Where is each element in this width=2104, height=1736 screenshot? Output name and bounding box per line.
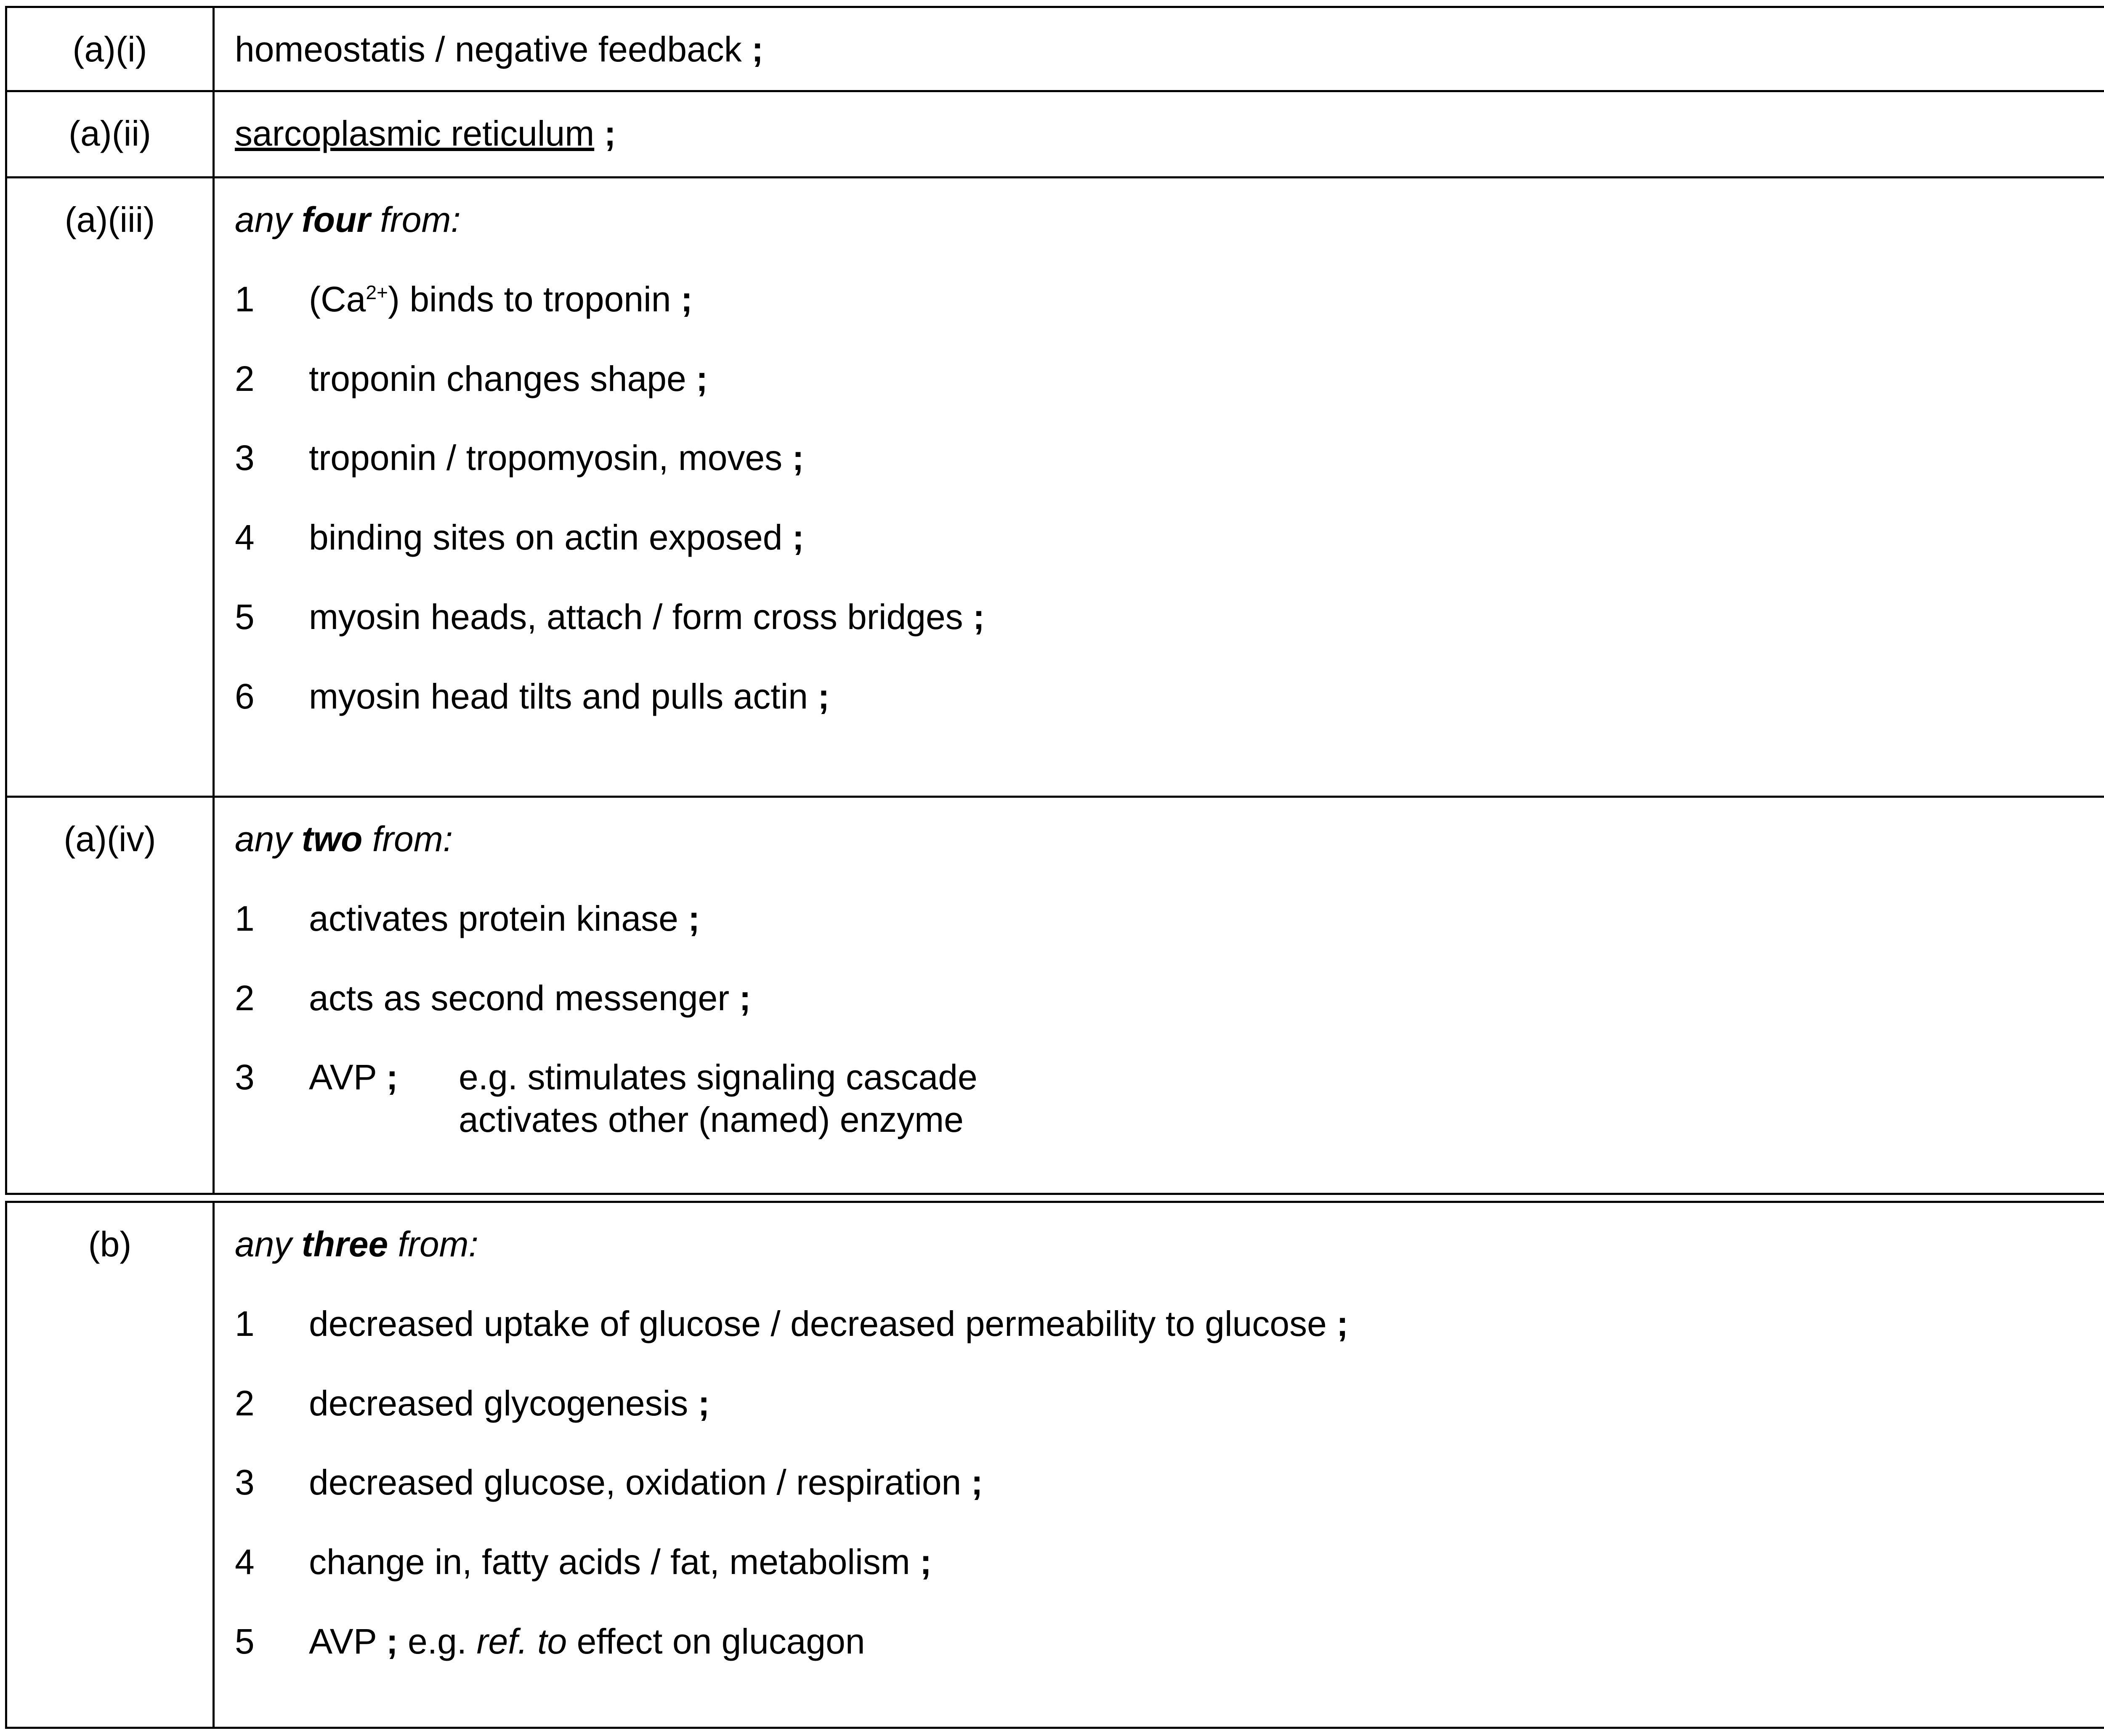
item-number: 3 — [235, 1057, 255, 1097]
row-a-iii — [6, 178, 2104, 797]
answer-cell — [214, 91, 2104, 178]
avp-example-line: activates other (named) enzyme — [459, 1100, 964, 1140]
list-item-avp — [235, 1056, 2104, 1141]
list-item — [235, 1382, 2104, 1425]
answer-cell — [214, 178, 2104, 797]
avp-example-line: e.g. stimulates signaling cascade — [459, 1057, 978, 1097]
item-text: $(Ca^{2+})$ binds to troponin ; — [309, 279, 693, 319]
list-item — [235, 437, 2104, 479]
item-text: acts as second messenger ; — [309, 978, 751, 1018]
item-number: 5 — [235, 597, 255, 637]
question-cell — [6, 7, 214, 91]
item-number: 3 — [235, 1463, 255, 1502]
item-number: 2 — [235, 1383, 255, 1423]
item-number: 2 — [235, 358, 255, 398]
question-cell — [6, 178, 214, 797]
item-text: decreased uptake of glucose / decreased permeability to glucose ; — [309, 1303, 1349, 1343]
list-item — [235, 1303, 2104, 1345]
item-text: activates protein kinase ; — [309, 898, 700, 938]
question-cell — [6, 91, 214, 178]
item-text: troponin / tropomyosin, moves ; — [309, 438, 804, 478]
charge-superscript: 2+ — [366, 281, 388, 303]
mark-scheme-table-b — [5, 1201, 2104, 1729]
item-number: 6 — [235, 676, 255, 716]
question-label: (a)(ii) — [69, 114, 151, 153]
question-label: (a)(iii) — [64, 200, 155, 239]
row-a-i — [6, 7, 2104, 91]
question-cell — [6, 797, 214, 1194]
mark-scheme-table — [5, 6, 2104, 1195]
list-item — [235, 675, 2104, 718]
question-label: (a)(iv) — [64, 819, 156, 859]
item-number: 5 — [235, 1621, 255, 1661]
item-text: change in, fatty acids / fat, metabolism ; — [309, 1542, 932, 1582]
answer-cell — [214, 7, 2104, 91]
avp-text: AVP ; e.g. ref. to effect on glucagon — [309, 1621, 865, 1661]
item-number: 3 — [235, 438, 255, 478]
list-item — [235, 516, 2104, 559]
question-cell — [6, 1202, 214, 1728]
question-label: (b) — [88, 1224, 132, 1264]
list-item — [235, 278, 2104, 321]
item-number: 4 — [235, 1542, 255, 1582]
item-number: 1 — [235, 898, 255, 938]
item-text: troponin changes shape ; — [309, 358, 708, 398]
answer-intro: any four from: — [235, 200, 461, 239]
answer-text: homeostatis / negative feedback — [235, 29, 742, 69]
answer-cell — [214, 797, 2104, 1194]
avp-text: AVP ; e.g. stimulates signaling cascade activates other (named) enzyme — [309, 1056, 978, 1141]
item-number: 1 — [235, 1303, 255, 1343]
item-number: 2 — [235, 978, 255, 1018]
answer-intro: any three from: — [235, 1224, 478, 1264]
question-label: (a)(i) — [72, 29, 147, 69]
list-item — [235, 1461, 2104, 1504]
marking-point-semicolon: ; — [604, 114, 616, 153]
item-number: 1 — [235, 279, 255, 319]
row-a-ii — [6, 91, 2104, 178]
item-text: decreased glycogenesis ; — [309, 1383, 710, 1423]
answer-cell — [214, 1202, 2104, 1728]
list-item — [235, 897, 2104, 940]
item-text: binding sites on actin exposed ; — [309, 518, 804, 557]
item-text: myosin head tilts and pulls actin ; — [309, 676, 830, 716]
list-item — [235, 358, 2104, 400]
row-a-iv — [6, 797, 2104, 1194]
list-item-avp — [235, 1620, 2104, 1663]
item-text: myosin heads, attach / form cross bridges ; — [309, 597, 985, 637]
list-item — [235, 977, 2104, 1019]
marking-point-semicolon: ; — [752, 29, 764, 69]
list-item — [235, 596, 2104, 638]
item-text: decreased glucose, oxidation / respiration ; — [309, 1463, 983, 1502]
item-number: 4 — [235, 518, 255, 557]
answer-intro: any two from: — [235, 819, 453, 859]
row-b — [6, 1202, 2104, 1728]
answer-text: sarcoplasmic reticulum — [235, 114, 595, 153]
list-item — [235, 1541, 2104, 1583]
